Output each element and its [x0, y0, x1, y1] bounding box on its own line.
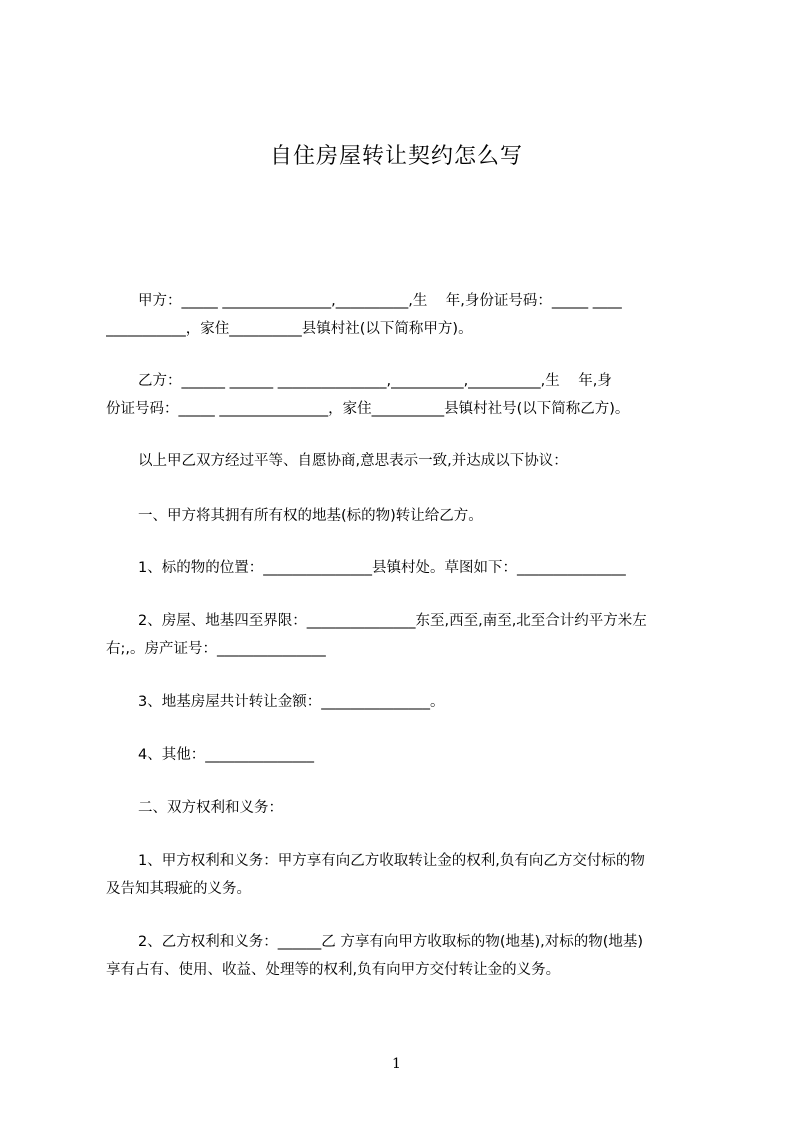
- item-4-paragraph: [106, 741, 702, 769]
- party-b-line-1: 乙方：______ ______ _______________,__________,__________,生 年,身: [138, 373, 612, 389]
- right-2-line-2: 享有占有、使用、收益、处理等的权利,负有向甲方交付转让金的义务。: [106, 962, 561, 978]
- document-title: 自住房屋转让契约怎么写: [269, 144, 523, 169]
- section-1-heading-text: 一、甲方将其拥有所有权的地基(标的物)转让给乙方。: [138, 508, 483, 524]
- right-2-line-1: 2、乙方权利和义务：______乙 方享有向甲方收取标的物(地基),对标的物(地基): [138, 934, 644, 950]
- right-2-paragraph: [106, 928, 702, 984]
- page-number: 1: [392, 1056, 401, 1072]
- party-a-paragraph: [106, 287, 702, 343]
- intro-paragraph: [106, 447, 702, 475]
- party-a-line-2: ___________，家住__________县镇村社(以下简称甲方)。: [106, 321, 473, 337]
- right-1-line-1: 1、甲方权利和义务：甲方享有向乙方收取转让金的权利,负有向乙方交付标的物: [138, 853, 645, 869]
- party-b-paragraph: [106, 367, 702, 423]
- right-1-paragraph: [106, 847, 702, 903]
- party-b-line-2: 份证号码：_____ _______________，家住__________县镇村社号(以下简称乙方)。: [106, 401, 630, 417]
- section-1-heading: [106, 502, 702, 530]
- item-3-paragraph: [106, 688, 702, 716]
- item-1-text: 1、标的物的位置：_______________县镇村处。草图如下：_______________: [138, 560, 626, 576]
- item-2-paragraph: [106, 607, 702, 663]
- party-a-line-1: 甲方：_____ _______________,__________,生 年,身份证号码：_____ ____: [138, 293, 622, 309]
- item-2-line-2: 右;,。房产证号：_______________: [106, 641, 326, 657]
- intro-text: 以上甲乙双方经过平等、自愿协商,意思表示一致,并达成以下协议：: [138, 453, 568, 469]
- section-2-heading: [106, 794, 702, 822]
- right-1-line-2: 及告知其瑕疵的义务。: [106, 881, 251, 897]
- item-1-paragraph: [106, 554, 702, 582]
- item-2-line-1: 2、房屋、地基四至界限：_______________东至,西至,南至,北至合计约平方米左: [138, 613, 647, 629]
- item-3-text: 3、地基房屋共计转让金额：_______________。: [138, 694, 445, 710]
- section-2-heading-text: 二、双方权利和义务：: [138, 800, 283, 816]
- item-4-text: 4、其他：_______________: [138, 747, 314, 763]
